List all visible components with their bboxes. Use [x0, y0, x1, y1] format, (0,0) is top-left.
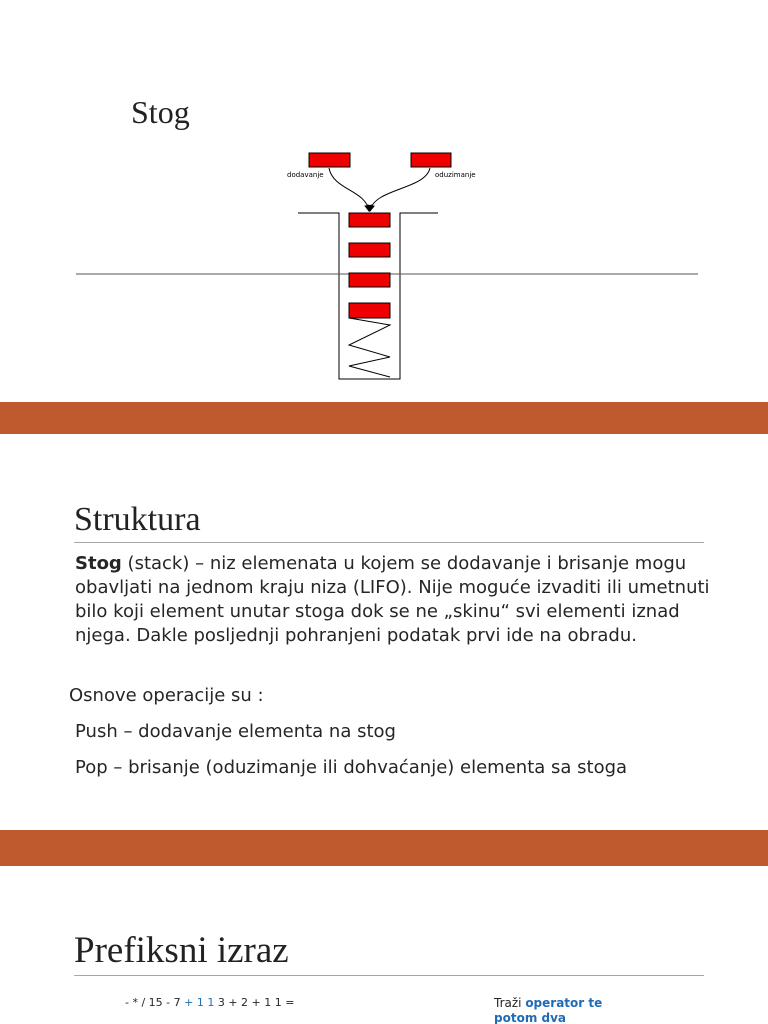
label-oduzimanje: oduzimanje [435, 171, 476, 179]
spring [349, 318, 390, 377]
slide-title-prefiksni-izraz: Prefiksni izraz [74, 930, 289, 971]
prefix-expression: - * / 15 - 7 + 1 1 3 + 2 + 1 1 = [125, 996, 295, 1009]
highlighted-subexpression: + 1 1 [184, 996, 215, 1009]
definition-paragraph: Stog (stack) – niz elemenata u kojem se dodavanje i brisanje mogu obavljati na jednom kraju niza (LIFO). Nije moguće izvaditi ili umetnuti bilo koji element unutar stoga dok se ne „skinu“ svi elementi iznad njega. Dakle posljednji pohranjeni podatak prvi ide na obradu. [75, 553, 710, 646]
stack-block [349, 243, 390, 257]
slide-struktura [0, 434, 768, 830]
stack-block [349, 273, 390, 287]
slide-prefiksni-izraz [0, 866, 768, 1024]
pop-arrow [370, 168, 430, 211]
stack-block [349, 303, 390, 318]
stack-container [298, 213, 438, 379]
slide-title-struktura: Struktura [74, 501, 201, 538]
push-block [309, 153, 350, 167]
separator-band [0, 402, 768, 434]
title-rule [74, 542, 704, 543]
term-stog: Stog [75, 553, 122, 574]
pop-block [411, 153, 451, 167]
hint-text: Traži operator te potom dva [494, 996, 603, 1024]
label-dodavanje: dodavanje [287, 171, 324, 179]
operations-intro: Osnove operacije su : [69, 685, 264, 706]
push-arrow [329, 168, 369, 211]
separator-band [0, 830, 768, 866]
title-rule [74, 975, 704, 976]
push-line: Push – dodavanje elementa na stog [75, 721, 396, 742]
stack-diagram [0, 0, 768, 402]
pop-line: Pop – brisanje (oduzimanje ili dohvaćanje) elementa sa stoga [75, 757, 628, 778]
slide-title-stog: Stog [131, 94, 190, 130]
slide-stog [0, 0, 768, 402]
stack-block [349, 213, 390, 227]
